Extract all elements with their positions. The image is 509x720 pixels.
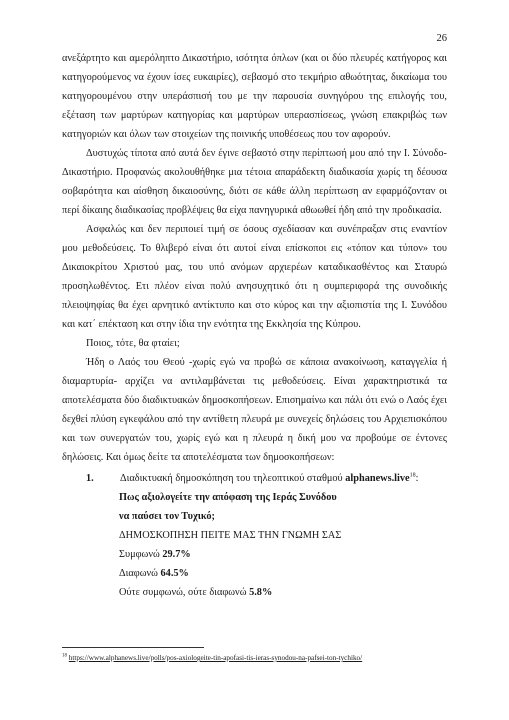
poll-section — [62, 469, 447, 602]
footnote-ref[interactable]: 18 — [409, 472, 416, 479]
page-number: 26 — [436, 33, 447, 44]
result-label: Συμφωνώ — [119, 549, 160, 560]
paragraph-2: Δυστυχώς τίποτα από αυτά δεν έγινε σεβαστό στην περίπτωσή μου από την Ι. Σύνοδο-Δικαστήριο. Προφανώς ακολουθήθηκε μια τέτοια απαράδεκτη διαδικασία χωρίς τη δέουσα σοβαρότητα και αίσθηση δικαιοσύνης, διότι σε κάθε άλλη περίπτωση αν εφαρμόζονταν οι περί δίκαιης διαδικασίας προβλέψεις θα είχα πανηγυρικά αθωωθεί ήδη από την προδικασία. — [62, 148, 447, 216]
paragraph-5: Ήδη ο Λαός του Θεού -χωρίς εγώ να προβώ σε κάποια ανακοίνωση, καταγγελία ή διαμαρτυρία- αρχίζει να αντιλαμβάνεται τις μεθοδεύσεις. Είναι χαρακτηριστικά τα αποτελέσματα δύο διαδικτυακών δημοσκοπήσεων. Επισημαίνω και πάλι ότι ενώ ο Λαός έχει δεχθεί πλύση εγκεφάλου από την αντίθετη πλευρά με συνεχείς δηλώσεις του Αρχιεπισκόπου και των συνεργατών του, χωρίς εγώ και η πλευρά η δική μου να προβούμε σε έντονες δηλώσεις. Και όμως δείτε τα αποτελέσματα των δημοσκοπήσεων: — [62, 357, 447, 463]
paragraph-3: Ασφαλώς και δεν περιποιεί τιμή σε όσους σχεδίασαν και συνέπραξαν στις εναντίον μου μεθοδεύσεις. Το θλιβερό είναι ότι αυτοί είναι επίσκοποι εις «τόπον και τύπον» του Δικαιοκρίτου Χριστού μας, του υπό ανόμων αρχιερέων καταδικασθέντος και Σταυρώ προσηλωθέντος. Ετι πλέον είναι πολύ ανησυχητικό ότι η συμπεριφορά της συνοδικής πλειοψηφίας θα έχει αρνητικό αντίκτυπο και στο κύρος και την αξιοπιστία της Ι. Συνόδου και κατ΄ επέκταση και στην ίδια την ενότητα της Εκκλησία της Κύπρου. — [62, 224, 447, 330]
poll-question-line-1: Πως αξιολογείτε την απόφαση της Ιεράς Συνόδου — [119, 492, 337, 503]
poll-result-disagree — [119, 564, 447, 583]
result-value: 64.5% — [160, 568, 189, 579]
result-label: Διαφωνώ — [119, 568, 158, 579]
poll-details — [62, 488, 447, 602]
footnote — [62, 653, 362, 663]
poll-question-line-2: να παύσει τον Τυχικό; — [119, 511, 215, 522]
result-label: Ούτε συμφωνώ, ούτε διαφωνώ — [119, 587, 247, 598]
poll-banner: ΔΗΜΟΣΚΟΠΗΣΗ ΠΕΙΤΕ ΜΑΣ ΤΗΝ ΓΝΩΜΗ ΣΑΣ — [119, 530, 342, 541]
poll-result-neutral — [119, 583, 447, 602]
paragraph-1: ανεξάρτητο και αμερόληπτο Δικαστήριο, ισότητα όπλων (και οι δύο πλευρές κατήγορος και κατηγορούμενος να έχουν ίσες ευκαιρίες), σεβασμό στο τεκμήριο αθωότητας, δικαίωμα του κατηγορουμένου στην υπεράσπισή του με την παρουσία συνηγόρου της επιλογής του, εξέταση των μαρτύρων κατηγορίας και μαρτύρων υπερασπίσεως, γνώση επακριβώς των κατηγοριών και όλων των στοιχείων της ποινικής υποθέσεως που τον αφορούν. — [62, 53, 447, 140]
result-value: 5.8% — [249, 587, 273, 598]
poll-intro: Διαδικτυακή δημοσκόπηση του τηλεοπτικού σταθμού — [120, 473, 343, 484]
footnote-link[interactable]: https://www.alphanews.live/polls/pos-axiologeite-tin-apofasi-tis-ieras-synodou-na-pafsei-ton-tychiko/ — [68, 654, 363, 662]
poll-colon: : — [415, 473, 419, 484]
poll-result-agree — [119, 545, 447, 564]
document-body — [62, 49, 447, 602]
footnote-number: 18 — [62, 653, 67, 659]
poll-source: alphanews.live — [345, 473, 410, 484]
result-value: 29.7% — [162, 549, 191, 560]
poll-heading — [62, 469, 447, 488]
paragraph-4: Ποιος, τότε, θα φταίει; — [86, 338, 180, 349]
footnote-divider — [62, 647, 204, 648]
poll-number: 1. — [86, 473, 94, 484]
